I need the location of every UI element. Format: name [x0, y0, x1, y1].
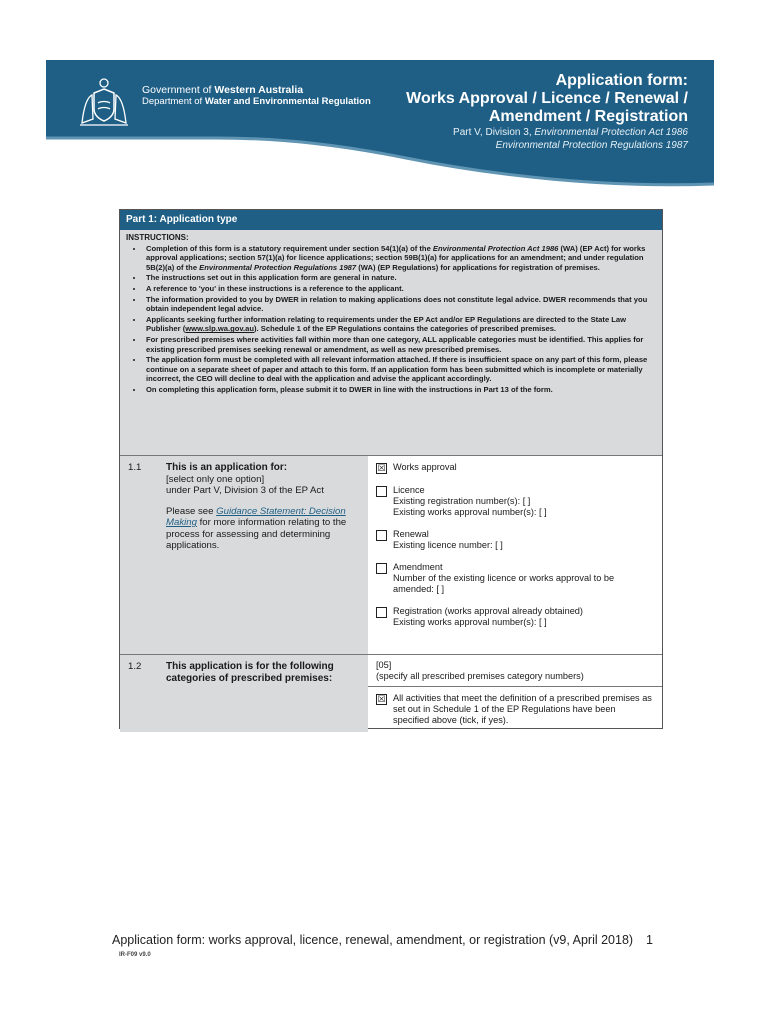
question-1-1	[120, 456, 662, 655]
question-title: This is an application for:	[166, 462, 288, 473]
guidance-link[interactable]: Guidance Statement: Decision Making	[166, 505, 346, 528]
government-name: Government of Western Australia Department of Water and Environmental Regulation	[142, 84, 371, 107]
footer-text: Application form: works approval, licence, renewal, amendment, or registration (v9, April 2018)	[112, 933, 634, 947]
instruction-item: • A reference to 'you' in these instructions is a reference to the applicant.	[144, 284, 656, 294]
option-renewal[interactable]: Renewal Existing licence number: [ ]	[376, 529, 654, 551]
option-works-approval[interactable]: ☒ Works approval	[377, 462, 457, 473]
option-registration[interactable]: Registration (works approval already obtained) Existing works approval number(s): [ ]	[376, 606, 654, 628]
instructions-title: INSTRUCTIONS:	[126, 233, 189, 242]
form-version: IR-F09 v9.0	[119, 952, 151, 958]
part1-section	[119, 209, 663, 729]
question-hint: under Part V, Division 3 of the EP Act	[166, 485, 324, 496]
application-type-options	[368, 456, 662, 654]
page-number: 1	[646, 933, 653, 947]
instruction-item: • Completion of this form is a statutory requirement under section 54(1)(a) of the Environmental Protection Act 1986 (WA) (EP Act) for works approval applications; section 57(1)(a) for licence applications; section 59B(1)(a) for applications for an amendment; and under regulation 5B(2)(a) of the Environmental Protection Regulations 1987 (WA) (EP Regulations) for applications for registration of premises.	[144, 244, 656, 273]
part1-heading: Part 1: Application type	[120, 210, 662, 230]
instructions-list	[126, 244, 656, 395]
slp-link[interactable]: www.slp.wa.gov.au	[185, 324, 255, 334]
all-activities-confirm[interactable]: ☒ All activities that meet the definition of a prescribed premises as set out in Schedule 1 of the EP Regulations have been specified above (tick, if yes).	[377, 693, 652, 725]
checkbox[interactable]	[376, 563, 387, 574]
instruction-item: • On completing this application form, please submit it to DWER in line with the instructions in Part 13 of the form.	[144, 385, 656, 395]
instruction-item: • The information provided to you by DWER in relation to making applications does not constitute legal advice. DWER recommends that you obtain independent legal advice.	[144, 295, 656, 314]
checkbox[interactable]: ☒	[377, 463, 386, 473]
form-legislation: Part V, Division 3, Environmental Protection Act 1986 Environmental Protection Regulations 1987	[453, 127, 688, 151]
question-hint: [select only one option]	[166, 473, 265, 485]
wa-crest-icon	[76, 75, 132, 131]
instruction-item: • For prescribed premises where activities fall within more than one category, ALL applicable categories must be identified. This applies for existing prescribed premises seeking renewal or amendment, as well as new prescribed premises.	[144, 335, 656, 354]
question-number: 1.2	[128, 661, 142, 672]
checkbox[interactable]	[376, 486, 387, 497]
instruction-item: • The instructions set out in this application form are general in nature.	[144, 273, 656, 283]
categories-hint: (specify all prescribed premises category numbers)	[376, 671, 584, 681]
question-1-2	[120, 655, 662, 732]
instruction-item: • The application form must be completed with all relevant information attached. If there is insufficient space on any part of this form, please continue on a separate sheet of paper and attach to this form. If an application form has been submitted which is incomplete or materially incorrect, the CEO will decline to deal with the application and advise the applicant accordingly.	[144, 355, 656, 384]
checkbox[interactable]	[376, 607, 387, 618]
question-title: This application is for the following categories of prescribed premises:	[166, 661, 334, 684]
checkbox[interactable]	[376, 530, 387, 541]
option-licence[interactable]: Licence Existing registration number(s): [ ] Existing works approval number(s): [ ]	[376, 485, 654, 518]
form-title: Application form: Works Approval / Licence / Renewal / Amendment / Registration	[406, 72, 688, 125]
question-number: 1.1	[128, 462, 142, 473]
categories-field[interactable]	[368, 655, 662, 687]
checkbox[interactable]: ☒	[377, 694, 386, 704]
instructions-panel	[120, 230, 662, 456]
header-banner	[46, 60, 714, 188]
instruction-item: • Applicants seeking further information relating to requirements under the EP Act and/or EP Regulations are directed to the State Law Publisher (www.slp.wa.gov.au). Schedule 1 of the EP Regulations contains the categories of prescribed premises.	[144, 315, 656, 334]
guidance-note: Please see Guidance Statement: Decision Making for more information relating to the process for assessing and determining applications.	[166, 505, 347, 551]
categories-value: [05]	[376, 660, 392, 670]
option-amendment[interactable]: Amendment Number of the existing licence or works approval to be amended: [ ]	[376, 562, 654, 595]
